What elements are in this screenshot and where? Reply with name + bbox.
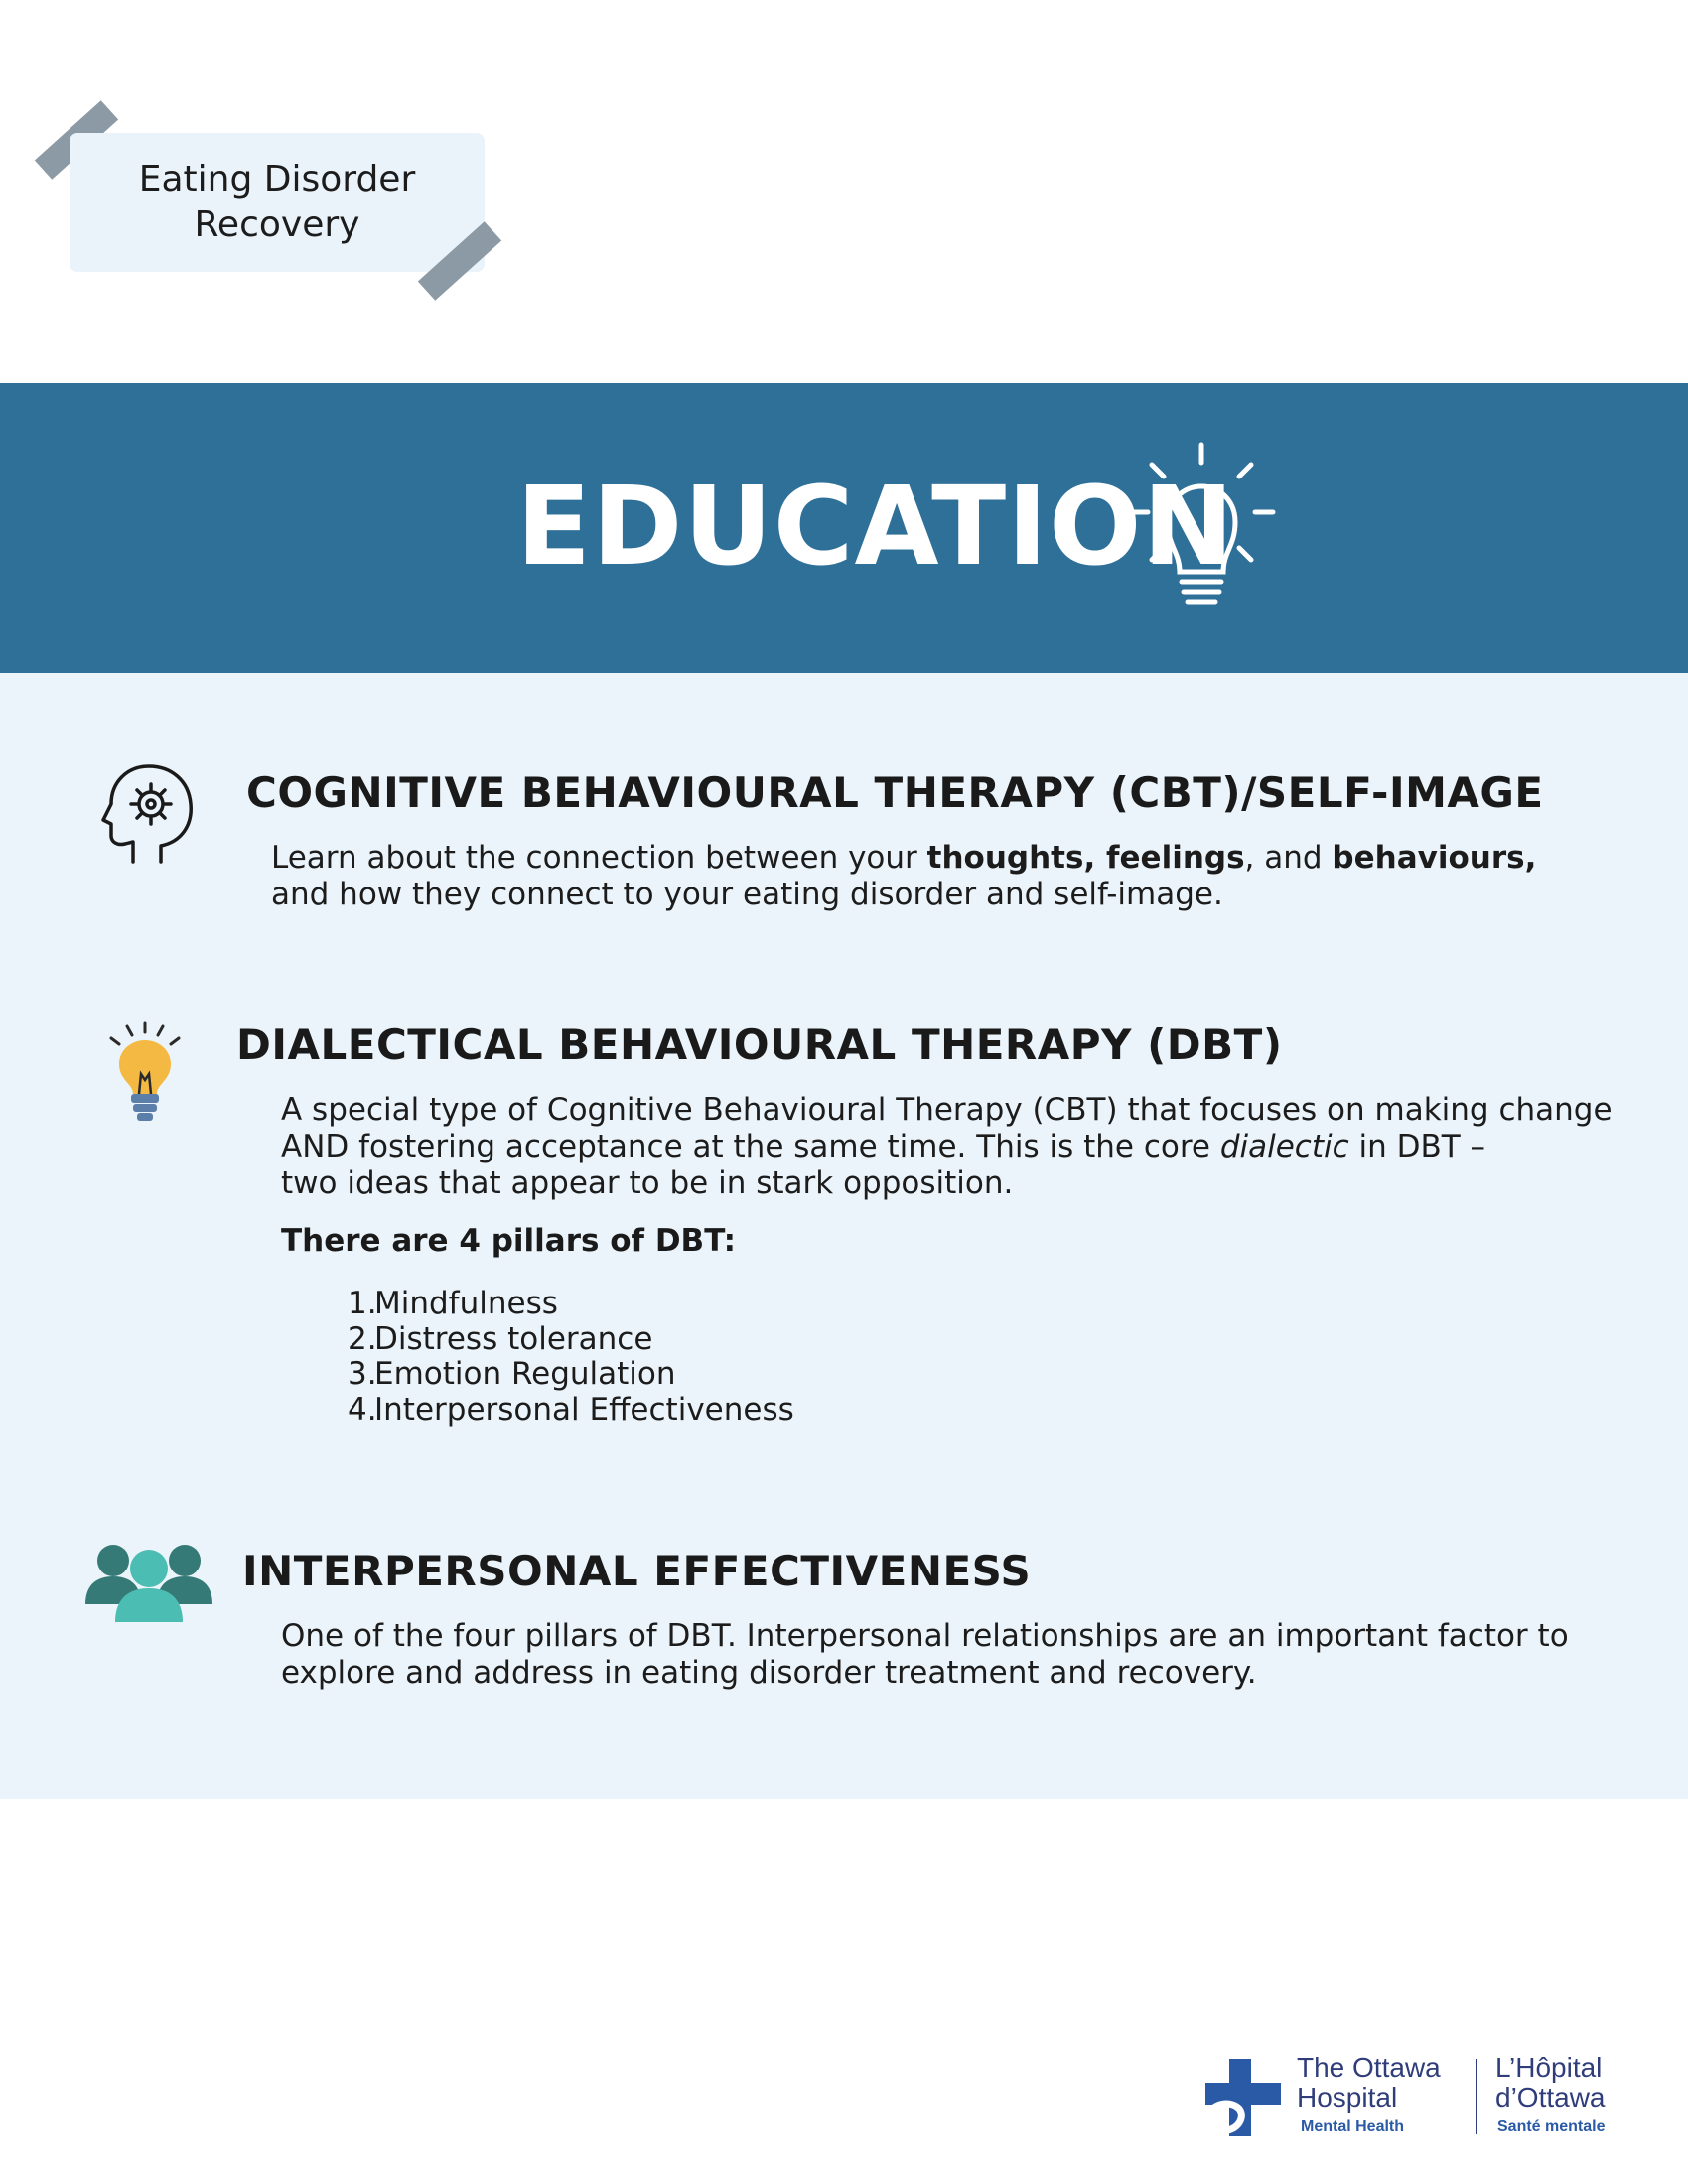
cbt-text-comma-end: , <box>1524 840 1537 876</box>
logo-divider <box>1476 2059 1477 2134</box>
dbt-description-line-1: A special type of Cognitive Behavioural Therapy (CBT) that focuses on making change <box>281 1092 1613 1128</box>
dbt-description-line-3: two ideas that appear to be in stark opposition. <box>281 1165 1014 1201</box>
dbt-description-line-2 <box>281 1129 1613 1165</box>
logo-en-line-1: The Ottawa <box>1297 2052 1441 2083</box>
lightbulb-color-icon <box>105 1019 185 1134</box>
pillar-label: Mindfulness <box>374 1286 558 1321</box>
cbt-bold-behaviours: behaviours <box>1332 840 1525 876</box>
section-heading-cbt: COGNITIVE BEHAVIOURAL THERAPY (CBT)/SELF-IMAGE <box>246 768 1544 817</box>
section-heading-ie: INTERPERSONAL EFFECTIVENESS <box>242 1547 1032 1595</box>
dbt-description <box>281 1092 1613 1202</box>
section-heading-dbt: DIALECTICAL BEHAVIOURAL THERAPY (DBT) <box>236 1021 1283 1069</box>
pillar-item <box>348 1287 794 1322</box>
pillar-number: 4. <box>348 1391 377 1428</box>
cbt-text-segment: Learn about the connection between your <box>271 840 927 876</box>
category-line-1: Eating Disorder <box>138 159 416 200</box>
cbt-description-line-1 <box>271 840 1536 877</box>
logo-en-line-2: Hospital <box>1297 2082 1398 2113</box>
dbt-text-segment: AND fostering acceptance at the same time. This is the core <box>281 1129 1220 1164</box>
brain-gear-head-icon <box>99 762 199 866</box>
logo-en-subtitle: Mental Health <box>1301 2118 1405 2135</box>
category-line-2: Recovery <box>194 205 360 245</box>
logo-fr-subtitle: Santé mentale <box>1497 2118 1606 2135</box>
pillar-number: 2. <box>348 1320 377 1357</box>
logo-fr-line-1: L’Hôpital <box>1495 2052 1603 2083</box>
pillar-label: Distress tolerance <box>374 1320 653 1357</box>
dbt-text-segment-end: in DBT – <box>1348 1129 1486 1164</box>
pillar-number: 3. <box>348 1356 377 1392</box>
dbt-italic-dialectic: dialectic <box>1219 1129 1349 1164</box>
pillar-label: Emotion Regulation <box>374 1356 676 1392</box>
ie-description-line-2: explore and address in eating disorder treatment and recovery. <box>281 1655 1257 1691</box>
pillar-item <box>348 1322 794 1358</box>
cbt-description-line-2: and how they connect to your eating disorder and self-image. <box>271 877 1223 912</box>
pillars-intro: There are 4 pillars of DBT: <box>281 1223 737 1259</box>
cbt-text-and: , and <box>1244 840 1333 876</box>
pillar-label: Interpersonal Effectiveness <box>374 1391 794 1428</box>
page-title: EDUCATION <box>516 463 1235 590</box>
lightbulb-outline-icon <box>1122 435 1281 614</box>
cbt-text-comma: , <box>1083 840 1107 876</box>
logo-fr-line-2: d’Ottawa <box>1495 2082 1606 2113</box>
hospital-cross-icon <box>1205 2059 1281 2136</box>
cbt-bold-feelings: feelings <box>1106 840 1245 876</box>
people-group-icon <box>81 1539 216 1624</box>
pillar-number: 1. <box>348 1286 377 1321</box>
category-note <box>70 133 485 272</box>
cbt-description <box>271 840 1536 913</box>
ie-description <box>281 1618 1569 1692</box>
hospital-logo <box>1205 2052 1642 2144</box>
cbt-bold-thoughts: thoughts <box>926 840 1084 876</box>
pillar-item <box>348 1393 794 1429</box>
pillar-item <box>348 1357 794 1393</box>
ie-description-line-1: One of the four pillars of DBT. Interpersonal relationships are an important factor to <box>281 1618 1569 1654</box>
pillars-list <box>348 1287 794 1428</box>
